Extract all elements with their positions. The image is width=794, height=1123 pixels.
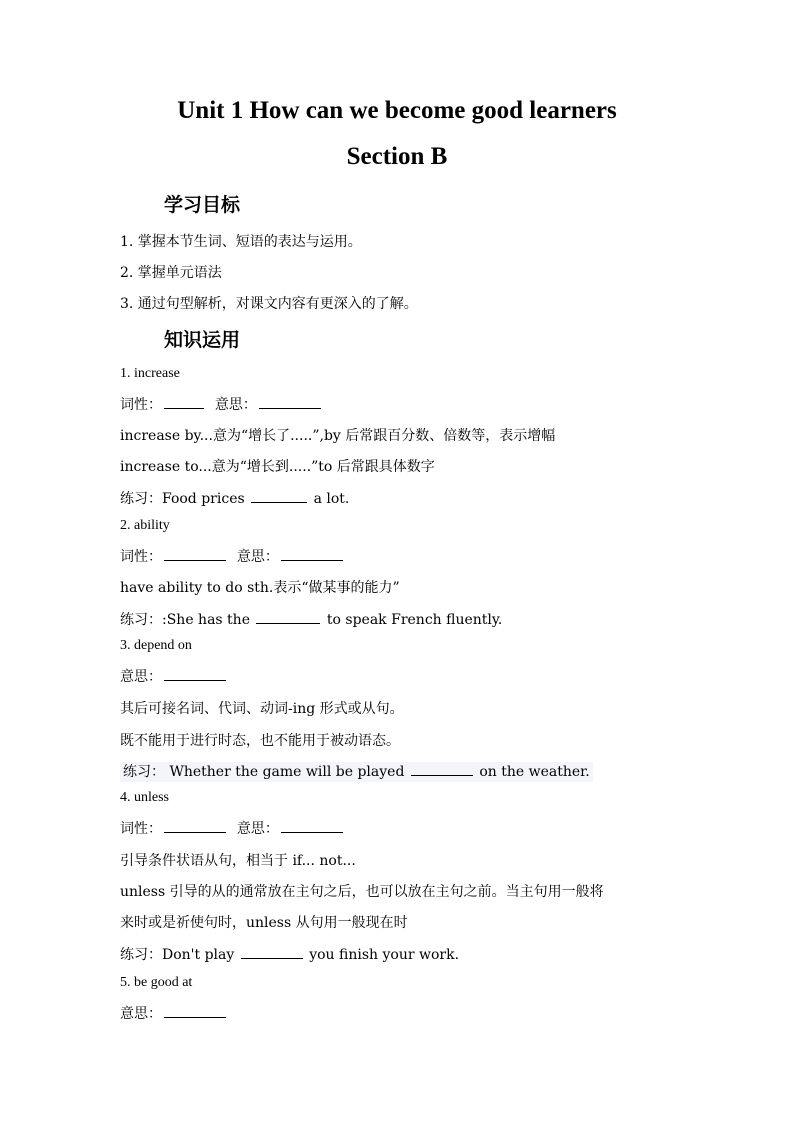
item-title-increase: 1. increase bbox=[120, 366, 180, 381]
exercise-text: 练习：Don't play bbox=[120, 947, 239, 963]
exercise-line bbox=[120, 761, 593, 781]
item-title-depend-on: 3. depend on bbox=[120, 638, 192, 653]
objectives-heading: 学习目标 bbox=[164, 194, 241, 216]
answer-blank[interactable] bbox=[241, 944, 303, 959]
answer-blank[interactable] bbox=[164, 394, 204, 409]
exercise-text: 练习： Whether the game will be played bbox=[123, 764, 409, 780]
note-line: increase to...意为“增长到.....”to 后常跟具体数字 bbox=[120, 459, 435, 475]
answer-blank[interactable] bbox=[164, 666, 226, 681]
document-title: Unit 1 How can we become good learners bbox=[177, 97, 617, 124]
meaning-label: 意思： bbox=[120, 1006, 162, 1022]
answer-blank[interactable] bbox=[256, 609, 320, 624]
item-title-unless: 4. unless bbox=[120, 790, 169, 805]
note-line: unless 引导的从的通常放在主句之后，也可以放在主句之前。当主句用一般将 bbox=[120, 884, 604, 900]
answer-blank[interactable] bbox=[281, 546, 343, 561]
answer-blank[interactable] bbox=[281, 818, 343, 833]
meaning-label: 意思： bbox=[236, 549, 279, 565]
meaning-label: 意思： bbox=[236, 821, 279, 837]
exercise-highlight bbox=[120, 762, 593, 782]
exercise-line bbox=[120, 609, 502, 629]
pos-label: 词性： bbox=[120, 397, 162, 413]
answer-blank[interactable] bbox=[164, 818, 226, 833]
objective-item: 3. 通过句型解析，对课文内容有更深入的了解。 bbox=[120, 296, 418, 312]
exercise-line bbox=[120, 488, 349, 508]
answer-blank[interactable] bbox=[259, 394, 321, 409]
meaning-label: 意思： bbox=[120, 669, 162, 685]
note-line: 其后可接名词、代词、动词-ing 形式或从句。 bbox=[120, 701, 404, 717]
exercise-text: 练习：Food prices bbox=[120, 491, 250, 507]
note-line: 既不能用于进行时态，也不能用于被动语态。 bbox=[120, 733, 400, 749]
meaning-row bbox=[120, 666, 228, 686]
answer-blank[interactable] bbox=[164, 546, 226, 561]
exercise-text: 练习：:She has the bbox=[120, 612, 255, 628]
objective-item: 2. 掌握单元语法 bbox=[120, 265, 222, 281]
note-line: 引导条件状语从句，相当于 if... not... bbox=[120, 853, 356, 869]
exercise-text: to speak French fluently. bbox=[322, 612, 503, 628]
pos-meaning-row bbox=[120, 394, 323, 414]
exercise-text: a lot. bbox=[309, 491, 350, 507]
section-title: Section B bbox=[346, 143, 448, 170]
meaning-row bbox=[120, 1003, 228, 1023]
pos-meaning-row bbox=[120, 546, 345, 566]
note-line: 来时或是祈使句时，unless 从句用一般现在时 bbox=[120, 915, 408, 931]
pos-meaning-row bbox=[120, 818, 345, 838]
note-line: increase by...意为“增长了.....”,by 后常跟百分数、倍数等，表示增幅 bbox=[120, 428, 556, 444]
item-title-ability: 2. ability bbox=[120, 518, 170, 533]
note-line: have ability to do sth.表示“做某事的能力” bbox=[120, 580, 400, 596]
objective-item: 1. 掌握本节生词、短语的表达与运用。 bbox=[120, 234, 362, 250]
item-title-be-good-at: 5. be good at bbox=[120, 975, 193, 990]
pos-label: 词性： bbox=[120, 821, 162, 837]
exercise-text: on the weather. bbox=[474, 764, 590, 780]
pos-label: 词性： bbox=[120, 549, 162, 565]
answer-blank[interactable] bbox=[411, 761, 473, 776]
meaning-label: 意思： bbox=[214, 397, 257, 413]
answer-blank[interactable] bbox=[251, 488, 307, 503]
exercise-line bbox=[120, 944, 459, 964]
exercise-text: you finish your work. bbox=[304, 947, 460, 963]
practice-heading: 知识运用 bbox=[164, 329, 241, 351]
answer-blank[interactable] bbox=[164, 1003, 226, 1018]
